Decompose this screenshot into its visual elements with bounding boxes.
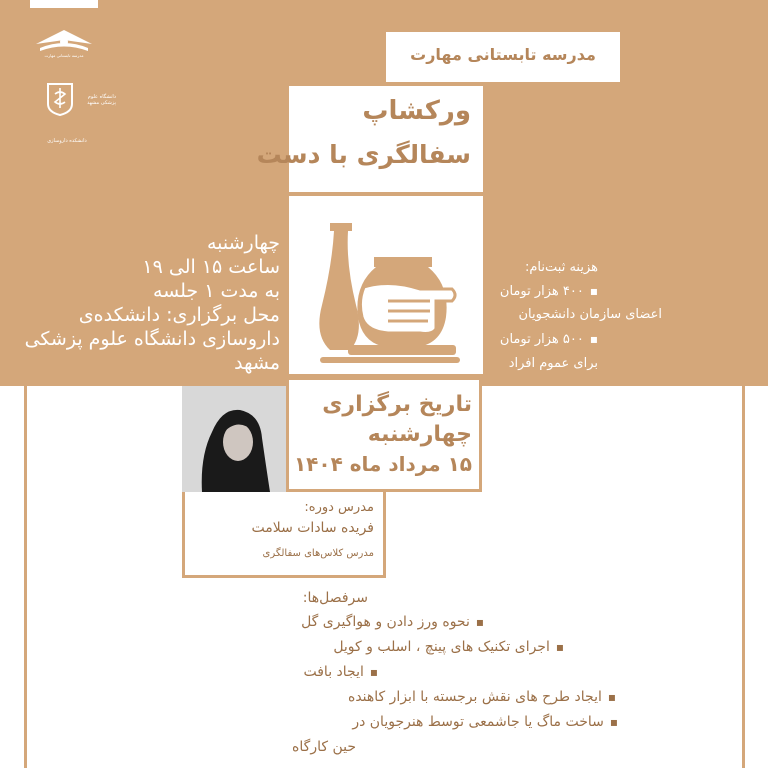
schedule-time: ساعت ۱۵ الی ۱۹: [142, 256, 280, 278]
topic-item-2: ▪ اجرای تکنیک های پینچ ، اسلب و کویل: [240, 639, 564, 655]
schedule-venue-line2: داروسازی دانشگاه علوم پزشکی: [24, 328, 280, 350]
school-title: مدرسه تابستانی مهارت: [410, 45, 596, 64]
fee-1: ▪ ۴۰۰ هزار تومان: [488, 284, 598, 299]
date-day: چهارشنبه: [367, 422, 472, 447]
schedule-duration: به مدت ۱ جلسه: [152, 280, 280, 302]
frame-right-line: [742, 386, 745, 768]
schedule-day: چهارشنبه: [206, 232, 280, 254]
fee-2: ▪ ۵۰۰ هزار تومان: [488, 332, 598, 347]
pottery-icon: [300, 205, 472, 367]
schedule-venue-line1: محل برگزاری: دانشکده‌ی: [78, 304, 280, 326]
top-left-tab: [30, 0, 98, 8]
schedule-venue-line3: مشهد: [234, 352, 280, 374]
workshop-title-line1: ورکشاپ: [362, 96, 471, 126]
topics-title: سرفصل‌ها:: [302, 590, 368, 606]
topic-item-5: ▪ ساخت ماگ یا جاشمعی توسط هنرجویان در: [240, 714, 618, 730]
instructor-label: مدرس دوره:: [304, 500, 374, 515]
topic-item-5-continued: حین کارگاه: [292, 739, 356, 755]
date-label: تاریخ برگزاری: [322, 392, 472, 417]
instructor-role: مدرس کلاس‌های سفالگری: [262, 548, 374, 559]
workshop-title-line2: سفالگری با دست: [256, 140, 471, 169]
topic-item-1: ▪ نحوه ورز دادن و هواگیری گل: [240, 614, 484, 630]
fee-1-note: اعضای سازمان دانشجویان: [518, 307, 662, 322]
fee-2-note: برای عموم افراد: [508, 356, 598, 371]
frame-left-line: [24, 386, 27, 768]
instructor-name: فریده سادات سلامت: [251, 520, 374, 536]
university-logo-text: دانشگاه علوم پزشکی مشهد: [87, 94, 116, 106]
topic-item-4: ▪ ایجاد طرح های نقش برجسته با ابزار کاهنده: [240, 689, 616, 705]
school-logo-text: مدرسه تابستانی مهارت: [44, 53, 84, 58]
date-full: ۱۵ مرداد ماه ۱۴۰۴: [293, 452, 472, 476]
fees-title: هزینه ثبت‌نام:: [525, 260, 598, 275]
topic-item-3: ▪ ایجاد بافت: [240, 664, 378, 680]
university-logo: [40, 82, 116, 152]
faculty-logo-text: دانشکده داروسازی: [47, 138, 87, 144]
instructor-photo: [182, 386, 286, 492]
school-logo: [30, 22, 98, 62]
